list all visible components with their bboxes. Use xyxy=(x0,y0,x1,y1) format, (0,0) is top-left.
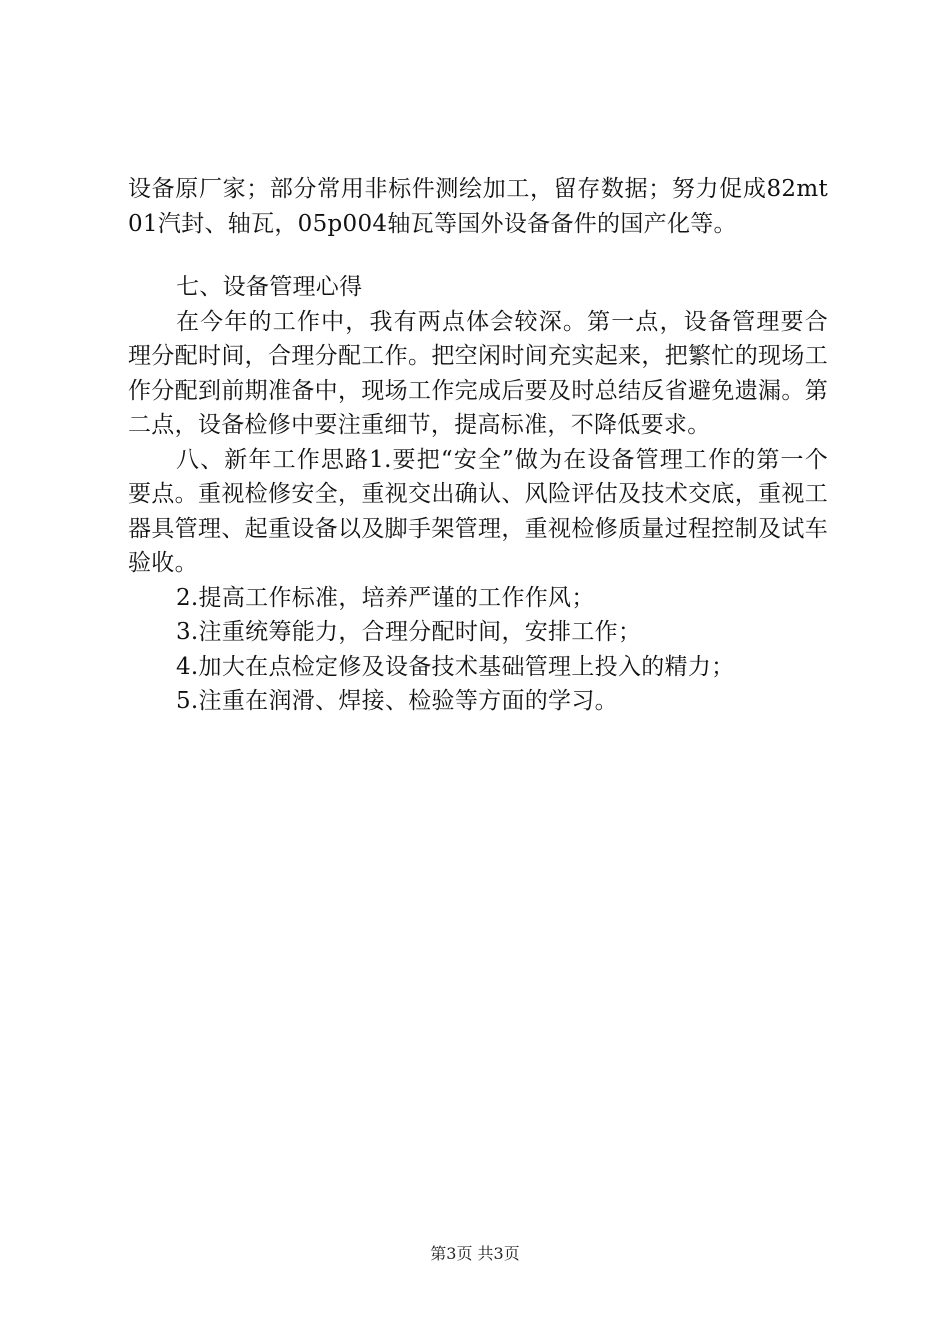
page-footer: 第3页 共3页 xyxy=(430,1244,520,1263)
list-item-4: 4.加大在点检定修及设备技术基础管理上投入的精力； xyxy=(176,653,735,680)
list-item-2: 2.提高工作标准，培养严谨的工作作风； xyxy=(176,584,595,611)
document-body xyxy=(128,172,828,719)
list-item-5: 5.注重在润滑、焊接、检验等方面的学习。 xyxy=(176,688,618,714)
paragraph-experience: 在今年的工作中，我有两点体会较深。第一点，设备管理要合理分配时间，合理分配工作。把空闲时间充实起来，把繁忙的现场工作分配到前期准备中，现场工作完成后要及时总结反省避免遗漏。第二点，设备检修中要注重细节，提高标准，不降低要求。 xyxy=(128,308,828,438)
list-item-3: 3.注重统筹能力，合理分配时间，安排工作； xyxy=(176,619,642,645)
section-heading-7: 七、设备管理心得 xyxy=(176,274,363,300)
paragraph-new-year-plan: 八、新年工作思路1.要把“安全”做为在设备管理工作的第一个要点。重视检修安全，重视交出确认、风险评估及技术交底，重视工器具管理、起重设备以及脚手架管理，重视检修质量过程控制及试车验收。 xyxy=(128,446,828,576)
paragraph-continuation: 设备原厂家；部分常用非标件测绘加工，留存数据；努力促成82mt01汽封、轴瓦，05p004轴瓦等国外设备备件的国产化等。 xyxy=(128,176,828,237)
